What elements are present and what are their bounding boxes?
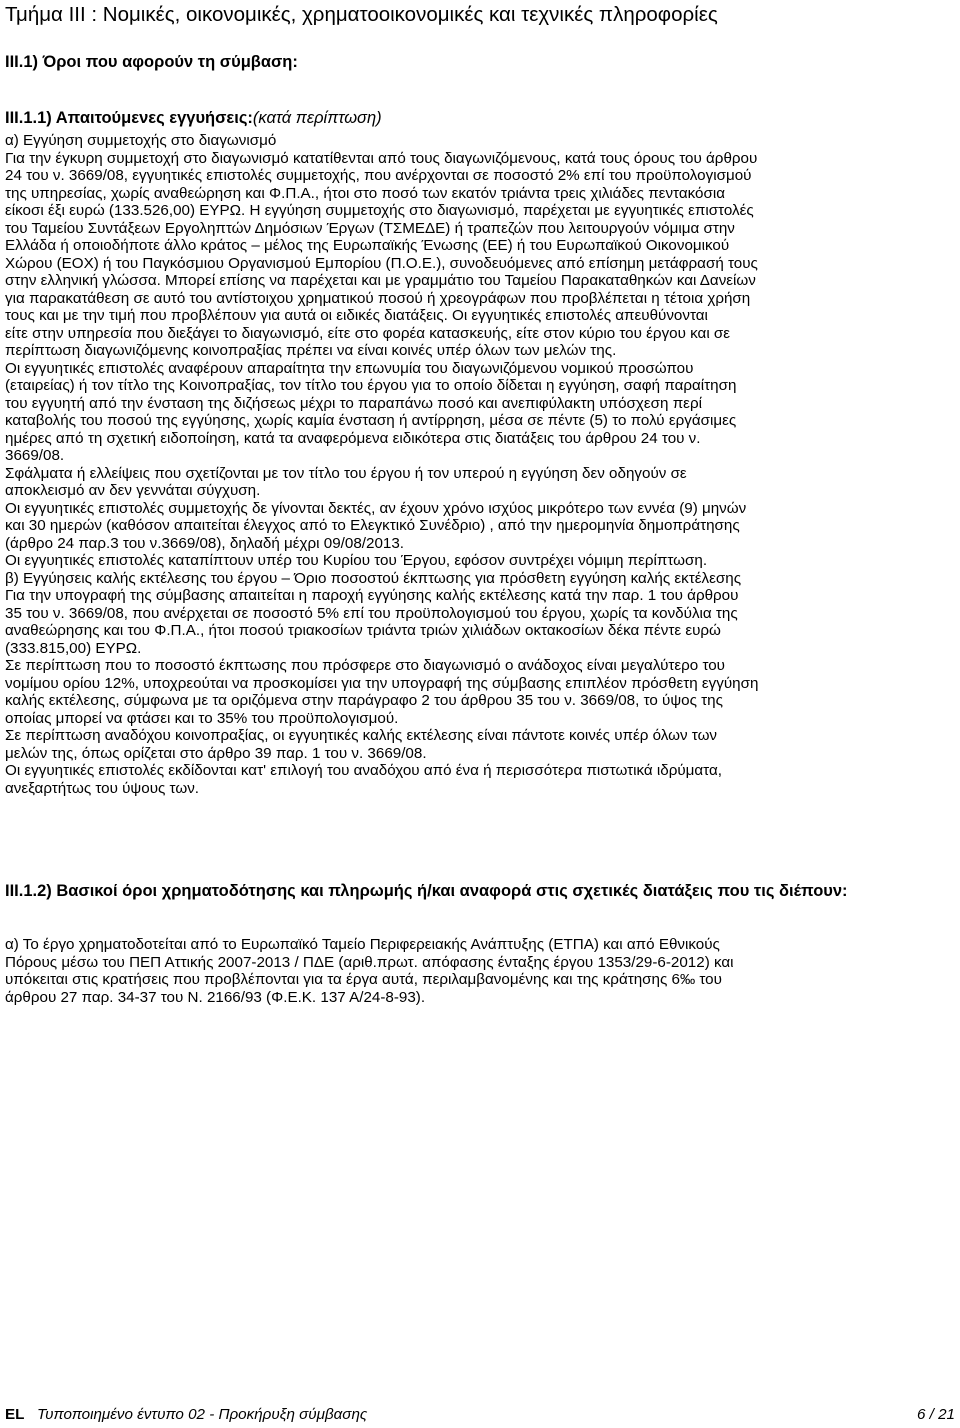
guarantees-text-line: και 30 ημερών (καθόσον απαιτείται έλεγχος από το Ελεγκτικό Συνέδριο) , από την ημερομηνία δημοπράτησης: [5, 517, 740, 534]
guarantees-text-line: Ελλάδα ή οποιοδήποτε άλλο κράτος – μέλος της Ευρωπαϊκής Ένωσης (ΕΕ) ή του Ευρωπαϊκού Οικονομικού: [5, 237, 730, 254]
guarantees-text-line: ανεξαρτήτως του ύψους των.: [5, 779, 200, 797]
guarantees-text-line: καταβολής του ποσού της εγγύησης, χωρίς καμία ένσταση ή αντίρρηση, μέσα σε πέντε (5) το πολύ εργάσιμες: [5, 412, 737, 429]
financing-body: [5, 936, 955, 1006]
section-title: Τμήμα ΙΙΙ : Νομικές, οικονομικές, χρηματοοικονομικές και τεχνικές πληροφορίες: [5, 3, 718, 26]
financing-text-line: Πόρους μέσω του ΠΕΠ Αττικής 2007-2013 / ΠΔΕ (αριθ.πρωτ. απόφασης ένταξης έργου 1353/29-6-2012) και: [5, 953, 734, 971]
guarantees-text-line: Σε περίπτωση αναδόχου κοινοπραξίας, οι εγγυητικές καλής εκτέλεσης είναι πάντοτε κοινές υπέρ όλων των: [5, 727, 718, 744]
guarantees-text-line: είκοσι έξι ευρώ (133.526,00) ΕΥΡΩ. Η εγγύηση συμμετοχής στο διαγωνισμό, παρέχεται με εγγυητικές επιστολές: [5, 202, 754, 219]
financing-text-line: υπόκειται στις κρατήσεις που προβλέπονται για τα έργα αυτά, περιλαμβανομένης και της κράτησης 6‰ του: [5, 971, 722, 988]
guarantees-heading-number: ΙΙΙ.1.1): [5, 109, 52, 127]
guarantees-text-line: στην ελληνική γλώσσα. Μπορεί επίσης να παρέχεται και με γραμμάτιο του Ταμείου Παρακαταθηκών και Δανείων: [5, 272, 756, 289]
financing-text-line: α) Το έργο χρηματοδοτείται από το Ευρωπαϊκό Ταμείο Περιφερειακής Ανάπτυξης (ΕΤΠΑ) και από Εθνικούς: [5, 936, 720, 953]
guarantees-text-line: ημέρες από τη σχετική ειδοποίηση, κατά τα αναφερόμενα ειδικότερα στις διατάξεις του άρθρου 24 του ν.: [5, 429, 701, 447]
guarantees-text-line: αναθεώρησης και του Φ.Π.Α., ήτοι ποσού τριακοσίων τριάντα τριών χιλιάδων οκτακοσίων δέκα πέντε ευρώ: [5, 622, 721, 639]
page-footer: [5, 1405, 955, 1425]
guarantees-text-line: Οι εγγυητικές επιστολές εκδίδονται κατ' επιλογή του αναδόχου από ένα ή περισσότερα πιστωτικά ιδρύματα,: [5, 762, 722, 779]
guarantees-text-line: Για την υπογραφή της σύμβασης απαιτείται η παροχή εγγύησης καλής εκτέλεσης κατά την παρ. 1 του άρθρου: [5, 587, 739, 604]
guarantees-text-line: α) Εγγύηση συμμετοχής στο διαγωνισμό: [5, 132, 277, 149]
guarantees-text-line: Οι εγγυητικές επιστολές συμμετοχής δε γίνονται δεκτές, αν έχουν χρόνο ισχύος μικρότερο των εννέα (9) μηνών: [5, 499, 747, 517]
footer-language: EL: [5, 1406, 25, 1423]
footer-page-indicator: 6 / 21: [917, 1406, 955, 1423]
guarantees-text-line: 3669/08.: [5, 447, 65, 464]
guarantees-text-line: Χώρου (ΕΟΧ) ή του Παγκόσμιου Οργανισμού Εμπορίου (Π.Ο.Ε.), συνοδευόμενες από επίσημη μετάφρασή τους: [5, 254, 758, 272]
guarantees-text-line: του εγγυητή από την ένσταση της διζήσεως μέχρι το παραπάνω ποσό και ανεπιφύλακτη υπόσχεση περί: [5, 394, 702, 412]
guarantees-text-line: αποκλεισμό αν δεν γεννάται σύγχυση.: [5, 482, 261, 499]
guarantees-heading-note: (κατά περίπτωση): [252, 109, 382, 127]
guarantees-text-line: οποίας μπορεί να φτάσει και το 35% του προϋπολογισμού.: [5, 709, 399, 727]
guarantees-text-line: καλής εκτέλεσης, σύμφωνα με τα οριζόμενα στην παράγραφο 2 του άρθρου 35 του ν. 3669/08, το ύψος της: [5, 692, 723, 709]
financing-heading: ΙΙΙ.1.2) Βασικοί όροι χρηματοδότησης και πληρωμής ή/και αναφορά στις σχετικές διατάξεις που τις διέπουν:: [5, 882, 848, 900]
guarantees-text-line: περίπτωση διαγωνιζόμενης κοινοπραξίας πρέπει να είναι κοινές υπέρ όλων των μελών της.: [5, 342, 617, 359]
guarantees-text-line: 24 του ν. 3669/08, εγγυητικές επιστολές συμμετοχής, που ανέρχονται σε ποσοστό 2% επί του προϋπολογισμού: [5, 167, 752, 184]
guarantees-heading: [5, 108, 382, 128]
financing-text-line: άρθρου 27 παρ. 34-37 του Ν. 2166/93 (Φ.Ε.Κ. 137 Α/24-8-93).: [5, 988, 426, 1006]
guarantees-text-line: β) Εγγύησεις καλής εκτέλεσης του έργου – Όριο ποσοστού έκπτωσης για πρόσθετη εγγύηση καλής εκτέλεσης: [5, 569, 742, 587]
footer-form-name: Τυποποιημένο έντυπο 02 - Προκήρυξη σύμβασης: [37, 1406, 368, 1423]
guarantees-text-line: Σε περίπτωση που το ποσοστό έκπτωσης που πρόσφερε στο διαγωνισμό ο ανάδοχος είναι μεγαλύτερο του: [5, 657, 725, 674]
guarantees-text-line: Σφάλματα ή ελλείψεις που σχετίζονται με τον τίτλο του έργου ή τον υπερού η εγγύηση δεν οδηγούν σε: [5, 464, 687, 482]
guarantees-text-line: για παρακατάθεση σε αυτό του αντίστοιχου χρηματικού ποσού ή χρεογράφων που προβλέπεται η τέτοια χρήση: [5, 289, 751, 307]
guarantees-text-line: (άρθρο 24 παρ.3 του ν.3669/08), δηλαδή μέχρι 09/08/2013.: [5, 534, 404, 552]
guarantees-text-line: (εταιρείας) ή τον τίτλο της Κοινοπραξίας, τον τίτλο του έργου για το οποίο δίδεται η εγγύηση, σαφή παραίτηση: [5, 377, 737, 394]
guarantees-text-line: του Ταμείου Συντάξεων Εργοληπτών Δημόσιων Έργων (ΤΣΜΕΔΕ) ή τραπεζών που λειτουργούν νόμιμα στην: [5, 219, 735, 237]
guarantees-body: [5, 132, 955, 797]
guarantees-text-line: (333.815,00) ΕΥΡΩ.: [5, 639, 142, 657]
subsection-title: ΙΙΙ.1) Όροι που αφορούν τη σύμβαση:: [5, 53, 298, 71]
guarantees-text-line: Οι εγγυητικές επιστολές καταπίπτουν υπέρ του Κυρίου του Έργου, εφόσον συντρέχει νόμιμη περίπτωση.: [5, 552, 708, 569]
guarantees-text-line: μελών της, όπως ορίζεται στο άρθρο 39 παρ. 1 του ν. 3669/08.: [5, 744, 427, 762]
guarantees-text-line: τους και με την τιμή που προβλέπουν για αυτά οι ειδικές διατάξεις. Οι εγγυητικές επιστολές απευθύνονται: [5, 307, 708, 324]
guarantees-text-line: Για την έγκυρη συμμετοχή στο διαγωνισμό κατατίθενται από τους διαγωνιζόμενους, κατά τους όρους του άρθρου: [5, 149, 758, 167]
guarantees-text-line: 35 του ν. 3669/08, που ανέρχεται σε ποσοστό 5% επί του προϋπολογισμού του έργου, χωρίς τα κονδύλια της: [5, 604, 738, 622]
guarantees-text-line: νομίμου ορίου 12%, υποχρεούται να προσκομίσει για την υπογραφή της σύμβασης επιπλέον πρόσθετη εγγύηση: [5, 674, 759, 692]
guarantees-text-line: είτε στην υπηρεσία που διεξάγει το διαγωνισμό, είτε στο φορέα κατασκευής, είτε στον κύριο του έργου και σε: [5, 324, 731, 342]
guarantees-text-line: της υπηρεσίας, χωρίς αναθεώρηση και Φ.Π.Α., ήτοι στο ποσό των εκατόν τριάντα τρεις χιλιάδες πεντακόσια: [5, 184, 725, 202]
guarantees-text-line: Οι εγγυητικές επιστολές αναφέρουν απαραίτητα την επωνυμία του διαγωνιζόμενου νομικού προσώπου: [5, 359, 694, 377]
guarantees-heading-text: Απαιτούμενες εγγυήσεις:: [51, 109, 253, 127]
